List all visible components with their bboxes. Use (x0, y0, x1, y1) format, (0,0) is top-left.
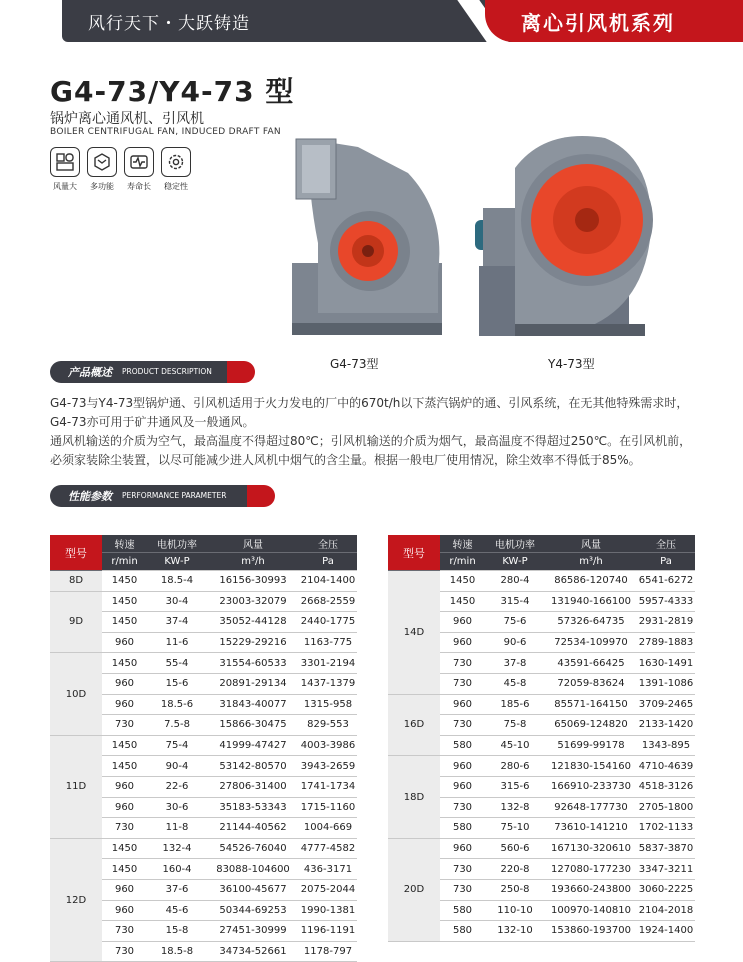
pressure-cell: 1163-775 (299, 632, 357, 653)
speed-cell: 730 (440, 859, 485, 880)
feature-label: 风量大 (53, 182, 77, 191)
description-paragraph: 通风机输送的介质为空气，最高温度不得超过80℃；引风机输送的介质为烟气，最高温度不得超过250℃。在引风机前，必须家装除尘装置，以尽可能减少进人风机中烟气的含尘量。根据一般电厂使用情况，除尘效率不得低于85%。 (50, 434, 692, 467)
speed-cell: 730 (440, 879, 485, 900)
pressure-cell: 4518-3126 (637, 776, 695, 797)
speed-cell: 960 (440, 838, 485, 859)
speed-cell: 960 (440, 756, 485, 777)
table-row (50, 571, 357, 592)
flow-cell: 15866-30475 (207, 715, 299, 736)
pressure-cell: 2104-1400 (299, 571, 357, 592)
flow-cell: 86586-120740 (545, 571, 637, 592)
subtitle-en: BOILER CENTRIFUGAL FAN, INDUCED DRAFT FAN (50, 127, 281, 137)
flow-cell: 83088-104600 (207, 859, 299, 880)
flow-cell: 73610-141210 (545, 818, 637, 839)
power-cell: 11-8 (147, 818, 207, 839)
power-cell: 220-8 (485, 859, 545, 880)
speed-cell: 730 (440, 715, 485, 736)
speed-cell: 1450 (102, 653, 147, 674)
power-cell: 30-4 (147, 591, 207, 612)
table-row (388, 571, 695, 592)
pressure-cell: 2075-2044 (299, 879, 357, 900)
header-speed: 转速 (102, 535, 147, 553)
pressure-cell: 3347-3211 (637, 859, 695, 880)
header-pressure-unit: Pa (637, 553, 695, 571)
speed-cell: 730 (102, 941, 147, 962)
power-cell: 560-6 (485, 838, 545, 859)
large-volume-icon (56, 153, 74, 171)
header-flow: 风量 (207, 535, 299, 553)
speed-cell: 960 (102, 797, 147, 818)
model-cell: 9D (50, 591, 102, 653)
power-cell: 55-4 (147, 653, 207, 674)
model-cell: 11D (50, 735, 102, 838)
pressure-cell: 436-3171 (299, 859, 357, 880)
header-power: 电机功率 (147, 535, 207, 553)
table-row (388, 838, 695, 859)
power-cell: 75-4 (147, 735, 207, 756)
pressure-cell: 1315-958 (299, 694, 357, 715)
header-series-bar (485, 0, 743, 42)
header-power-unit: KW-P (147, 553, 207, 571)
speed-cell: 960 (102, 694, 147, 715)
power-cell: 18.5-8 (147, 941, 207, 962)
power-cell: 250-8 (485, 879, 545, 900)
flow-cell: 167130-320610 (545, 838, 637, 859)
flow-cell: 100970-140810 (545, 900, 637, 921)
y4-73-fan-image (475, 128, 655, 343)
pressure-cell: 1004-669 (299, 818, 357, 839)
pressure-cell: 1924-1400 (637, 921, 695, 942)
pressure-cell: 5837-3870 (637, 838, 695, 859)
power-cell: 90-4 (147, 756, 207, 777)
power-cell: 11-6 (147, 632, 207, 653)
model-cell: 8D (50, 571, 102, 592)
flow-cell: 23003-32079 (207, 591, 299, 612)
model-cell: 10D (50, 653, 102, 735)
power-cell: 15-8 (147, 921, 207, 942)
pressure-cell: 1437-1379 (299, 673, 357, 694)
speed-cell: 1450 (440, 571, 485, 592)
flow-cell: 35052-44128 (207, 612, 299, 633)
flow-cell: 65069-124820 (545, 715, 637, 736)
flow-cell: 127080-177230 (545, 859, 637, 880)
header-speed-unit: r/min (440, 553, 485, 571)
flow-cell: 50344-69253 (207, 900, 299, 921)
header-pressure: 全压 (637, 535, 695, 553)
feature-stability (161, 147, 191, 192)
flow-cell: 27806-31400 (207, 776, 299, 797)
power-cell: 75-8 (485, 715, 545, 736)
speed-cell: 1450 (102, 612, 147, 633)
pressure-cell: 3301-2194 (299, 653, 357, 674)
pressure-cell: 3709-2465 (637, 694, 695, 715)
section-title-en: PRODUCT DESCRIPTION (122, 367, 212, 376)
power-cell: 185-6 (485, 694, 545, 715)
power-cell: 22-6 (147, 776, 207, 797)
flow-cell: 36100-45677 (207, 879, 299, 900)
pressure-cell: 4003-3986 (299, 735, 357, 756)
header-speed-unit: r/min (102, 553, 147, 571)
power-cell: 45-10 (485, 735, 545, 756)
model-cell: 16D (388, 694, 440, 756)
speed-cell: 960 (102, 879, 147, 900)
feature-label: 多功能 (90, 182, 114, 191)
multi-function-icon (93, 153, 111, 171)
power-cell: 132-4 (147, 838, 207, 859)
header-power: 电机功率 (485, 535, 545, 553)
header-slogan: 风行天下・大跃铸造 (88, 14, 250, 34)
flow-cell: 15229-29216 (207, 632, 299, 653)
page-title: G4-73/Y4-73 型 (50, 75, 295, 108)
speed-cell: 960 (440, 776, 485, 797)
speed-cell: 580 (440, 735, 485, 756)
pressure-cell: 1741-1734 (299, 776, 357, 797)
flow-cell: 21144-40562 (207, 818, 299, 839)
section-title-en: PERFORMANCE PARAMETER (122, 491, 227, 500)
flow-cell: 72534-109970 (545, 632, 637, 653)
speed-cell: 1450 (102, 571, 147, 592)
table-row (50, 653, 357, 674)
pressure-cell: 4710-4639 (637, 756, 695, 777)
flow-cell: 57326-64735 (545, 612, 637, 633)
power-cell: 30-6 (147, 797, 207, 818)
g4-73-caption: G4-73型 (330, 357, 379, 371)
flow-cell: 41999-47427 (207, 735, 299, 756)
flow-cell: 27451-30999 (207, 921, 299, 942)
header-flow: 风量 (545, 535, 637, 553)
feature-label: 稳定性 (164, 182, 188, 191)
power-cell: 15-6 (147, 673, 207, 694)
header-pressure-unit: Pa (299, 553, 357, 571)
speed-cell: 960 (102, 673, 147, 694)
feature-icons (50, 147, 191, 192)
pressure-cell: 3060-2225 (637, 879, 695, 900)
flow-cell: 43591-66425 (545, 653, 637, 674)
y4-73-caption: Y4-73型 (548, 357, 595, 371)
pressure-cell: 1702-1133 (637, 818, 695, 839)
power-cell: 315-4 (485, 591, 545, 612)
header-pressure: 全压 (299, 535, 357, 553)
power-cell: 45-8 (485, 673, 545, 694)
speed-cell: 730 (440, 653, 485, 674)
flow-cell: 16156-30993 (207, 571, 299, 592)
speed-cell: 1450 (102, 735, 147, 756)
performance-table-right (388, 535, 695, 942)
pressure-cell: 1343-895 (637, 735, 695, 756)
power-cell: 315-6 (485, 776, 545, 797)
power-cell: 75-6 (485, 612, 545, 633)
header-speed: 转速 (440, 535, 485, 553)
flow-cell: 166910-233730 (545, 776, 637, 797)
pressure-cell: 1178-797 (299, 941, 357, 962)
feature-multi-function (87, 147, 117, 192)
model-cell: 18D (388, 756, 440, 838)
header-flow-unit: m³/h (545, 553, 637, 571)
pressure-cell: 1391-1086 (637, 673, 695, 694)
speed-cell: 580 (440, 818, 485, 839)
performance-table-left (50, 535, 357, 962)
section-title-cn: 产品概述 (68, 366, 112, 379)
flow-cell: 31843-40077 (207, 694, 299, 715)
speed-cell: 730 (440, 673, 485, 694)
power-cell: 37-4 (147, 612, 207, 633)
pressure-cell: 1715-1160 (299, 797, 357, 818)
power-cell: 18.5-4 (147, 571, 207, 592)
section-performance-parameter (50, 485, 275, 507)
pressure-cell: 6541-6272 (637, 571, 695, 592)
pressure-cell: 2133-1420 (637, 715, 695, 736)
speed-cell: 580 (440, 900, 485, 921)
flow-cell: 35183-53343 (207, 797, 299, 818)
model-cell: 14D (388, 571, 440, 695)
table-row (50, 838, 357, 859)
header-band (0, 0, 743, 42)
power-cell: 110-10 (485, 900, 545, 921)
power-cell: 160-4 (147, 859, 207, 880)
speed-cell: 960 (102, 632, 147, 653)
speed-cell: 1450 (102, 591, 147, 612)
table-row (388, 756, 695, 777)
header-power-unit: KW-P (485, 553, 545, 571)
pressure-cell: 3943-2659 (299, 756, 357, 777)
speed-cell: 960 (440, 694, 485, 715)
feature-label: 寿命长 (127, 182, 151, 191)
pressure-cell: 2104-2018 (637, 900, 695, 921)
feature-large-volume (50, 147, 80, 192)
feature-long-life (124, 147, 154, 192)
speed-cell: 1450 (102, 859, 147, 880)
pressure-cell: 829-553 (299, 715, 357, 736)
pressure-cell: 5957-4333 (637, 591, 695, 612)
flow-cell: 31554-60533 (207, 653, 299, 674)
pressure-cell: 2705-1800 (637, 797, 695, 818)
description-paragraph: G4-73与Y4-73型锅炉通、引风机适用于火力发电的厂中的670t/h以下蒸汽锅炉的通、引风系统，在无其他特殊需求时，G4-73亦可用于矿井通风及一般通风。 (50, 396, 689, 429)
series-title: 离心引风机系列 (521, 11, 675, 35)
section-product-description (50, 361, 255, 383)
section-title-cn: 性能参数 (68, 490, 112, 503)
power-cell: 90-6 (485, 632, 545, 653)
power-cell: 37-8 (485, 653, 545, 674)
model-cell: 12D (50, 838, 102, 962)
header-flow-unit: m³/h (207, 553, 299, 571)
flow-cell: 121830-154160 (545, 756, 637, 777)
pressure-cell: 4777-4582 (299, 838, 357, 859)
stability-icon (167, 153, 185, 171)
speed-cell: 1450 (102, 756, 147, 777)
pressure-cell: 2789-1883 (637, 632, 695, 653)
header-model: 型号 (50, 535, 102, 571)
flow-cell: 153860-193700 (545, 921, 637, 942)
flow-cell: 131940-166100 (545, 591, 637, 612)
speed-cell: 960 (440, 632, 485, 653)
long-life-icon (130, 153, 148, 171)
flow-cell: 54526-76040 (207, 838, 299, 859)
speed-cell: 730 (440, 797, 485, 818)
speed-cell: 960 (102, 776, 147, 797)
pressure-cell: 2668-2559 (299, 591, 357, 612)
pressure-cell: 1990-1381 (299, 900, 357, 921)
table-row (50, 591, 357, 612)
pressure-cell: 1196-1191 (299, 921, 357, 942)
speed-cell: 1450 (102, 838, 147, 859)
model-cell: 20D (388, 838, 440, 941)
flow-cell: 51699-99178 (545, 735, 637, 756)
flow-cell: 20891-29134 (207, 673, 299, 694)
speed-cell: 960 (440, 612, 485, 633)
power-cell: 132-8 (485, 797, 545, 818)
pressure-cell: 2440-1775 (299, 612, 357, 633)
table-row (388, 694, 695, 715)
speed-cell: 730 (102, 921, 147, 942)
speed-cell: 730 (102, 818, 147, 839)
power-cell: 37-6 (147, 879, 207, 900)
g4-73-fan-image (288, 133, 446, 343)
table-row (50, 735, 357, 756)
speed-cell: 580 (440, 921, 485, 942)
power-cell: 75-10 (485, 818, 545, 839)
speed-cell: 730 (102, 715, 147, 736)
flow-cell: 92648-177730 (545, 797, 637, 818)
speed-cell: 960 (102, 900, 147, 921)
product-description (50, 394, 700, 470)
pressure-cell: 2931-2819 (637, 612, 695, 633)
power-cell: 280-4 (485, 571, 545, 592)
flow-cell: 85571-164150 (545, 694, 637, 715)
subtitle-cn: 锅炉离心通风机、引风机 (50, 111, 204, 127)
header-model: 型号 (388, 535, 440, 571)
flow-cell: 53142-80570 (207, 756, 299, 777)
power-cell: 132-10 (485, 921, 545, 942)
power-cell: 45-6 (147, 900, 207, 921)
power-cell: 280-6 (485, 756, 545, 777)
speed-cell: 1450 (440, 591, 485, 612)
power-cell: 7.5-8 (147, 715, 207, 736)
flow-cell: 72059-83624 (545, 673, 637, 694)
power-cell: 18.5-6 (147, 694, 207, 715)
pressure-cell: 1630-1491 (637, 653, 695, 674)
flow-cell: 34734-52661 (207, 941, 299, 962)
flow-cell: 193660-243800 (545, 879, 637, 900)
